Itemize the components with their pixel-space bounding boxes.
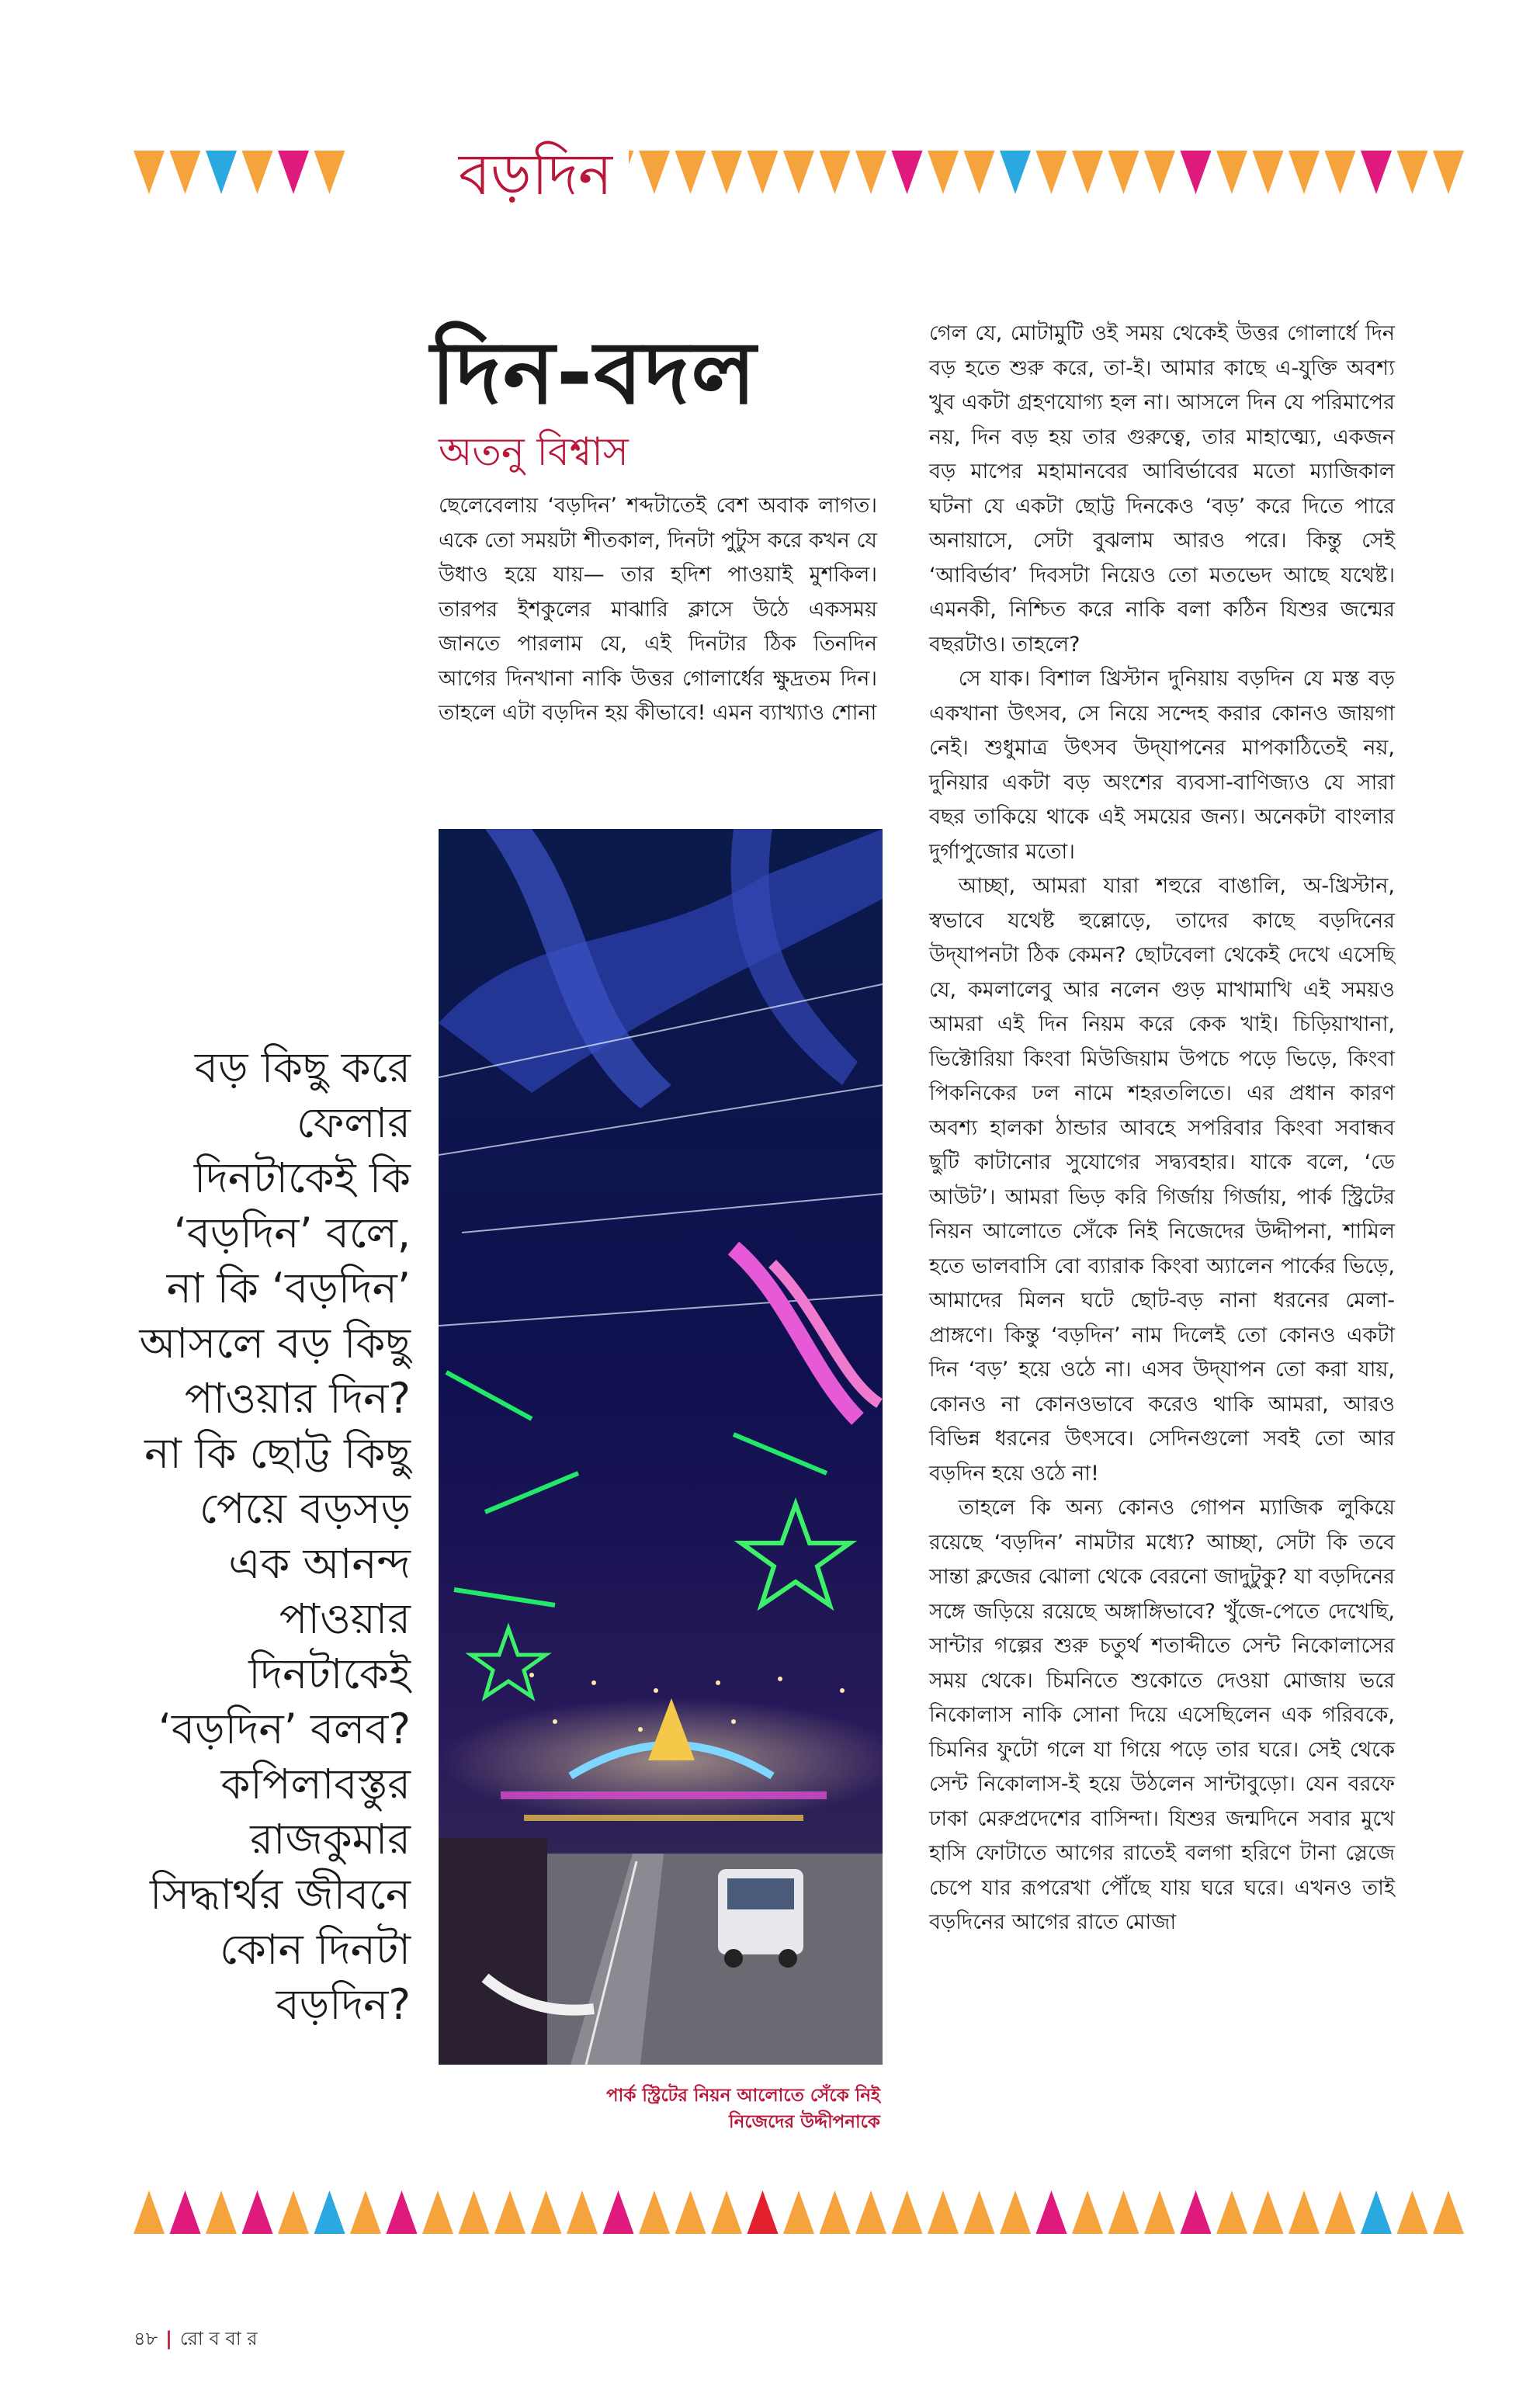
bunting-triangle	[1216, 151, 1247, 194]
pull-quote-line: ‘বড়দিন’ বলব?	[158, 1705, 411, 1753]
bunting-triangle	[711, 2190, 742, 2234]
bunting-triangle	[964, 151, 995, 194]
pull-quote-line: বড়দিন?	[276, 1980, 411, 2029]
bunting-triangle	[1289, 2190, 1320, 2234]
bunting-triangle	[242, 151, 273, 194]
pull-quote-line: না কি ‘বড়দিন’	[166, 1264, 411, 1313]
pull-quote-line: বড় কিছু করে	[194, 1043, 411, 1092]
pull-quote-line: রাজকুমার	[250, 1815, 411, 1864]
folio: ৪৮ | রো ব বা র	[134, 2328, 258, 2350]
bunting-triangle	[314, 151, 345, 194]
bunting-triangle	[675, 151, 706, 194]
bunting-triangle	[134, 151, 165, 194]
bunting-triangle	[1144, 2190, 1175, 2234]
pull-quote	[46, 1040, 411, 2032]
caption-line-1: পার্ক স্ট্রিটের নিয়ন আলোতে সেঁকে নিই	[606, 2086, 880, 2106]
bunting-triangle	[892, 2190, 923, 2234]
bunting-triangle	[1433, 151, 1464, 194]
bunting-triangle	[1253, 2190, 1284, 2234]
bunting-triangle	[1108, 2190, 1139, 2234]
right-column	[929, 317, 1395, 1940]
bunting-triangle	[675, 2190, 706, 2234]
pull-quote-line: পেয়ে বড়সড়	[199, 1484, 411, 1533]
bunting-triangle	[1361, 151, 1392, 194]
bunting-triangle	[747, 2190, 779, 2234]
bunting-triangle	[1000, 2190, 1031, 2234]
pull-quote-line: আসলে বড় কিছু	[139, 1319, 411, 1368]
bunting-triangle	[1108, 151, 1139, 194]
top-bunting-decoration	[0, 147, 1540, 202]
pull-quote-line: না কি ছোট্ট কিছু	[144, 1429, 411, 1478]
park-street-lights-photo	[439, 829, 883, 2065]
bunting-triangle	[531, 2190, 562, 2234]
bunting-triangle	[1397, 151, 1428, 194]
bunting-triangle	[278, 2190, 309, 2234]
pull-quote-line: কপিলাবস্তুর	[220, 1760, 411, 1809]
bunting-triangle	[1361, 2190, 1392, 2234]
bunting-triangle	[1181, 151, 1212, 194]
bunting-triangle	[1000, 151, 1031, 194]
bunting-triangle	[206, 2190, 237, 2234]
intro-column	[439, 489, 877, 731]
bunting-triangle	[639, 2190, 670, 2234]
bunting-triangle	[1433, 2190, 1464, 2234]
body-paragraph-3: আচ্ছা, আমরা যারা শহুরে বাঙালি, অ-খ্রিস্টান, স্বভাবে যথেষ্ট হুল্লোড়ে, তাদের কাছে বড়দিনের উদ্‌যাপনটা ঠিক কেমন? ছোটবেলা থেকেই দেখে এসেছি যে, কমলালেবু আর নলেন গুড় মাখামাখি এই সময়ও আমরা এই দিন নিয়ম করে কেক খাই। চিড়িয়াখানা, ভিক্টোরিয়া কিংবা মিউজিয়াম উপচে পড়ে ভিড়ে, কিংবা পিকনিকের ঢল নামে শহরতলিতে। এর প্রধান কারণ অবশ্য হালকা ঠান্ডার আবহে সপরিবার কিংবা সবান্ধব ছুটি কাটানোর সুযোগের সদ্ব্যবহার। যাকে বলে, ‘ডে আউট’। আমরা ভিড় করি গির্জায় গির্জায়, পার্ক স্ট্রিটের নিয়ন আলোতে সেঁকে নিই নিজেদের উদ্দীপনা, শামিল হতে ভালবাসি বো ব্যারাক কিংবা অ্যালেন পার্কের ভিড়ে, আমাদের মিলন ঘটে ছোট-বড় নানা ধরনের মেলা-প্রাঙ্গণে। কিন্তু ‘বড়দিন’ নাম দিলেই তো কোনও একটা দিন ‘বড়’ হয়ে ওঠে না। এসব উদ্‌যাপন তো করা যায়, কোনও না কোনওভাবে করেও থাকি আমরা, আরও বিভিন্ন ধরনের উৎসবে। সেদিনগুলো সবই তো আর বড়দিন হয়ে ওঠে না!	[929, 874, 1395, 1486]
bunting-triangle	[494, 2190, 525, 2234]
bunting-triangle	[783, 151, 814, 194]
bunting-triangle	[170, 2190, 201, 2234]
bunting-triangle	[855, 2190, 886, 2234]
bunting-triangle	[855, 151, 886, 194]
bottom-bunting-decoration	[0, 2187, 1540, 2242]
bunting-triangle	[892, 151, 923, 194]
bunting-triangle	[1181, 2190, 1212, 2234]
bunting-triangle	[747, 151, 779, 194]
bunting-triangle	[350, 2190, 381, 2234]
bunting-triangle	[1397, 2190, 1428, 2234]
caption-line-2: নিজেদের উদ্দীপনাকে	[729, 2112, 880, 2132]
article-headline: দিন-বদল	[431, 323, 758, 424]
bunting-triangle	[206, 151, 237, 194]
bunting-triangle	[459, 2190, 490, 2234]
magazine-name: রো ব বা র	[179, 2328, 258, 2350]
bunting-triangle	[928, 151, 959, 194]
bunting-triangle	[134, 2190, 165, 2234]
bunting-triangle	[639, 151, 670, 194]
bunting-triangle	[567, 2190, 598, 2234]
bunting-triangle	[1036, 151, 1067, 194]
bunting-triangle	[242, 2190, 273, 2234]
bunting-triangle	[964, 2190, 995, 2234]
bunting-triangle	[783, 2190, 814, 2234]
pull-quote-line: দিনটাকেই কি	[193, 1153, 411, 1202]
body-paragraph-2: সে যাক। বিশাল খ্রিস্টান দুনিয়ায় বড়দিন যে মস্ত বড় একখানা উৎসব, সে নিয়ে সন্দেহ করার কোনও জায়গা নেই। শুধুমাত্র উৎসব উদ্‌যাপনের মাপকাঠিতেই নয়, দুনিয়ার একটা বড় অংশের ব্যবসা-বাণিজ্যও যে সারা বছর তাকিয়ে থাকে এই সময়ের জন্য। অনেকটা বাংলার দুর্গাপুজোর মতো।	[929, 667, 1395, 864]
author-byline: অতনু বিশ্বাস	[439, 429, 629, 474]
bunting-triangle	[314, 2190, 345, 2234]
pull-quote-line: কোন দিনটা	[220, 1925, 411, 1974]
pull-quote-line: ‘বড়দিন’ বলে,	[173, 1209, 411, 1257]
bunting-triangle	[1253, 151, 1284, 194]
bunting-triangle	[820, 151, 851, 194]
bunting-triangle	[1325, 151, 1356, 194]
bunting-triangle	[1072, 151, 1103, 194]
bunting-triangle	[1144, 151, 1175, 194]
bunting-triangle	[1072, 2190, 1103, 2234]
bunting-triangle	[603, 2190, 634, 2234]
pull-quote-line: পাওয়ার	[279, 1594, 411, 1643]
pull-quote-line: দিনটাকেই	[248, 1649, 411, 1698]
pull-quote-line: এক আনন্দ	[228, 1539, 411, 1588]
pull-quote-line: পাওয়ার দিন?	[184, 1374, 411, 1423]
pull-quote-line: ফেলার	[297, 1098, 411, 1147]
photo-caption	[606, 2083, 880, 2135]
bunting-triangle	[1216, 2190, 1247, 2234]
bunting-triangle	[1036, 2190, 1067, 2234]
pull-quote-line: সিদ্ধার্থর জীবনে	[150, 1870, 411, 1919]
bunting-triangle	[928, 2190, 959, 2234]
bunting-triangle	[170, 151, 201, 194]
bunting-triangle	[711, 151, 742, 194]
body-paragraph-1: গেল যে, মোটামুটি ওই সময় থেকেই উত্তর গোলার্ধে দিন বড় হতে শুরু করে, তা-ই। আমার কাছে এ-যুক্তি অবশ্য খুব একটা গ্রহণযোগ্য হল না। আসলে দিন যে পরিমাপের নয়, দিন বড় হয় তার গুরুত্বে, তার মাহাত্ম্যে, একজন বড় মাপের মহামানবের আবির্ভাবের মতো ম্যাজিকাল ঘটনা যে একটা ছোট্ট দিনকেও ‘বড়’ করে দিতে পারে অনায়াসে, সেটা বুঝলাম আরও পরে। কিন্তু সেই ‘আবির্ভাব’ দিবসটা নিয়েও তো মতভেদ আছে যথেষ্ট। এমনকী, নিশ্চিত করে নাকি বলা কঠিন যিশুর জন্মের বছরটাও। তাহলে?	[929, 321, 1395, 657]
bunting-triangle	[387, 2190, 418, 2234]
intro-paragraph: ছেলেবেলায় ‘বড়দিন’ শব্দটাতেই বেশ অবাক লাগত। একে তো সময়টা শীতকাল, দিনটা পুটুস করে কখন যে উধাও হয়ে যায়— তার হদিশ পাওয়াই মুশকিল। তারপর ইশকুলের মাঝারি ক্লাসে উঠে একসময় জানতে পারলাম যে, এই দিনটার ঠিক তিনদিন আগের দিনখানা নাকি উত্তর গোলার্ধের ক্ষুদ্রতম দিন। তাহলে এটা বড়দিন হয় কীভাবে! এমন ব্যাখ্যাও শোনা	[439, 494, 877, 725]
bunting-triangle	[422, 2190, 453, 2234]
bunting-triangle	[1289, 151, 1320, 194]
bunting-triangle	[278, 151, 309, 194]
section-label: বড়দিন	[442, 132, 629, 217]
bunting-triangle	[820, 2190, 851, 2234]
body-paragraph-4: তাহলে কি অন্য কোনও গোপন ম্যাজিক লুকিয়ে রয়েছে ‘বড়দিন’ নামটার মধ্যে? আচ্ছা, সেটা কি তবে সান্তা ক্লজের ঝোলা থেকে বেরনো জাদুটুকু? যা বড়দিনের সঙ্গে জড়িয়ে রয়েছে অঙ্গাঙ্গিভাবে? খুঁজে-পেতে দেখেছি, সান্টার গল্পের শুরু চতুর্থ শতাব্দীতে সেন্ট নিকোলাসের সময় থেকে। চিমনিতে শুকোতে দেওয়া মোজায় ভরে নিকোলাস নাকি সোনা দিয়ে এসেছিলেন এক গরিবকে, চিমনির ফুটো গলে যা গিয়ে পড়ে তার ঘরে। সেই থেকে সেন্ট নিকোলাস-ই হয়ে উঠলেন সান্টাবুড়ো। যেন বরফে ঢাকা মেরুপ্রদেশের বাসিন্দা। যিশুর জন্মদিনে সবার মুখে হাসি ফোটাতে আগের রাতেই বলগা হরিণে টানা স্লেজে চেপে যার রূপরেখা পৌঁছে যায় ঘরে ঘরে। এখনও তাই বড়দিনের আগের রাতে মোজা	[929, 1496, 1395, 1934]
page-number: ৪৮	[134, 2328, 158, 2350]
bunting-triangle	[1325, 2190, 1356, 2234]
